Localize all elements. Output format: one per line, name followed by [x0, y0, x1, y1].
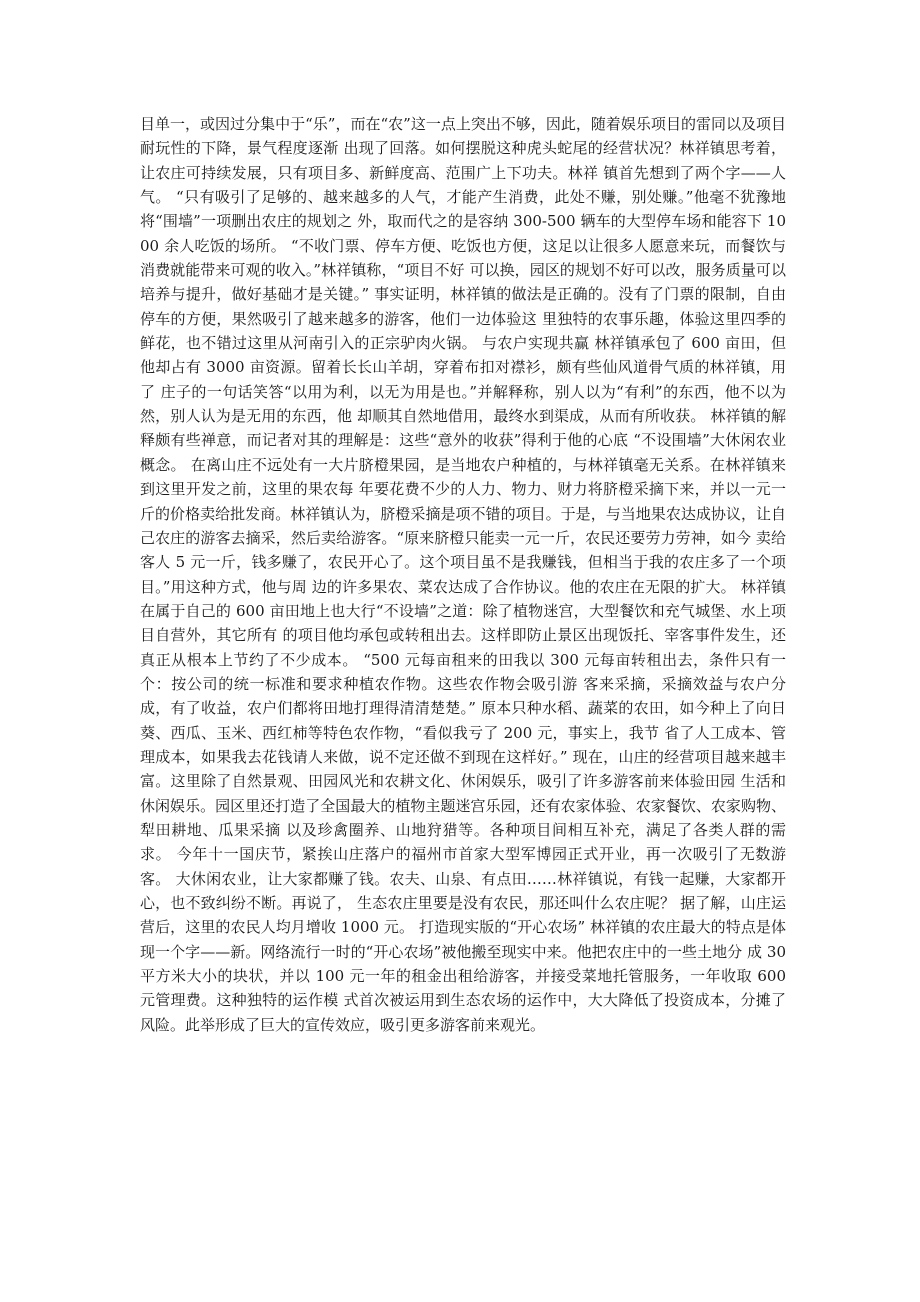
body-paragraph: 目单一，或因过分集中于“乐”，而在“农”这一点上突出不够，因此，随着娱乐项目的雷同以及项目耐玩性的下降，景气程度逐渐 出现了回落。如何摆脱这种虎头蛇尾的经营状况？林祥镇思考着，让农庄可持续发展，只有项目多、新鲜度高、范围广上下功夫。林祥 镇首先想到了两个字——人气。 “只有吸引了足够的、越来越多的人气，才能产生消费，此处不赚，别处赚。”他毫不犹豫地将“围墙”一项删出农庄的规划之 外，取而代之的是容纳 300-500 辆车的大型停车场和能容下 1000 余人吃饭的场所。 “不收门票、停车方便、吃饭也方便，这足以让很多人愿意来玩，而餐饮与消费就能带来可观的收入。”林祥镇称，“项目不好 可以换，园区的规划不好可以改，服务质量可以培养与提升，做好基础才是关键。” 事实证明，林祥镇的做法是正确的。没有了门票的限制，自由停车的方便，果然吸引了越来越多的游客，他们一边体验这 里独特的农事乐趣，体验这里四季的鲜花，也不错过这里从河南引入的正宗驴肉火锅。 与农户实现共赢 林祥镇承包了 600 亩田，但他却占有 3000 亩资源。留着长长山羊胡，穿着布扣对襟衫，颇有些仙风道骨气质的林祥镇，用了 庄子的一句话笑答“以用为利，以无为用是也。”并解释称，别人以为“有利”的东西，他不以为然，别人认为是无用的东西，他 却顺其自然地借用，最终水到渠成，从而有所收获。 林祥镇的解释颇有些禅意，而记者对其的理解是：这些“意外的收获”得利于他的心底 “不设围墙”大休闲农业概念。 在离山庄不远处有一大片脐橙果园，是当地农户种植的，与林祥镇毫无关系。在林祥镇来到这里开发之前，这里的果农每 年要花费不少的人力、物力、财力将脐橙采摘下来，并以一元一斤的价格卖给批发商。林祥镇认为，脐橙采摘是项不错的项目。于是，与当地果农达成协议，让自己农庄的游客去摘采，然后卖给游客。“原来脐橙只能卖一元一斤，农民还要劳力劳神，如今 卖给客人 5 元一斤，钱多赚了，农民开心了。这个项目虽不是我赚钱，但相当于我的农庄多了一个项目。”用这种方式，他与周 边的许多果农、菜农达成了合作协议。他的农庄在无限的扩大。 林祥镇在属于自己的 600 亩田地上也大行“不设墙”之道：除了植物迷宫，大型餐饮和充气城堡、水上项目自营外，其它所有 的项目他均承包或转租出去。这样即防止景区出现饭托、宰客事件发生，还真正从根本上节约了不少成本。 “500 元每亩租来的田我以 300 元每亩转租出去，条件只有一个：按公司的统一标准和要求种植农作物。这些农作物会吸引游 客来采摘，采摘效益与农户分成，有了收益，农户们都将田地打理得清清楚楚。” 原本只种水稻、蔬菜的农田，如今种上了向日葵、西瓜、玉米、西红柿等特色农作物，“看似我亏了 200 元，事实上，我节 省了人工成本、管理成本，如果我去花钱请人来做，说不定还做不到现在这样好。” 现在，山庄的经营项目越来越丰富。这里除了自然景观、田园风光和农耕文化、休闲娱乐，吸引了许多游客前来体验田园 生活和休闲娱乐。园区里还打造了全国最大的植物主题迷宫乐园，还有农家体验、农家餐饮、农家购物、犁田耕地、瓜果采摘 以及珍禽圈养、山地狩猎等。各种项目间相互补充，满足了各类人群的需求。 今年十一国庆节，紧挨山庄落户的福州市首家大型军博园正式开业，再一次吸引了无数游客。 大休闲农业，让大家都赚了钱。农夫、山泉、有点田……林祥镇说，有钱一起赚，大家都开心，也不致纠纷不断。再说了， 生态农庄里要是没有农民，那还叫什么农庄呢？ 据了解，山庄运营后，这里的农民人均月增收 1000 元。 打造现实版的“开心农场” 林祥镇的农庄最大的特点是体现一个字——新。网络流行一时的“开心农场”被他搬至现实中来。他把农庄中的一些土地分 成 30 平方米大小的块状，并以 100 元一年的租金出租给游客，并接受菜地托管服务，一年收取 600 元管理费。这种独特的运作模 式首次被运用到生态农场的运作中，大大降低了投资成本，分摊了风险。此举形成了巨大的宣传效应，吸引更多游客前来观光。 [140, 115, 786, 1034]
